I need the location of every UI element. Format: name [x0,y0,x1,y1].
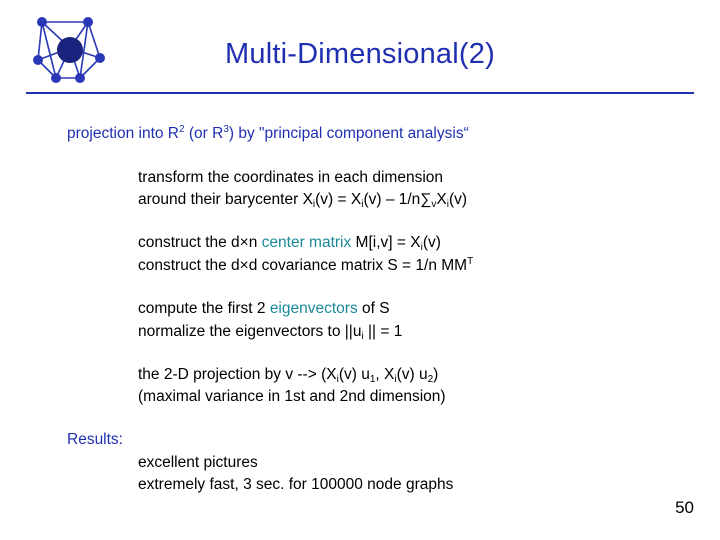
intro-line [67,124,469,143]
highlight-term: eigenvectors [269,300,358,317]
title-divider [26,92,694,94]
text-run: (v) [448,191,468,208]
graph-network-icon [30,10,110,90]
step-line [138,233,441,252]
text-run: (v) [422,234,441,251]
highlight-term: center matrix [261,234,352,251]
results-label: Results: [67,431,123,448]
subscript: i [361,331,364,342]
subscript: i [420,242,423,253]
text-run: compute the first 2 [138,300,270,317]
text-run: construct the d×d covariance matrix S = 1/n MM [138,257,468,274]
subscript: i [336,374,339,385]
step-line [138,322,402,341]
step-line [138,299,390,318]
text-run: of S [357,300,390,317]
text-run: , X [375,366,395,383]
subscript: v [431,199,437,210]
text-run: M[i,v] = X [351,234,421,251]
text-run: around their barycenter X [138,191,313,208]
subscript: 1 [369,374,376,385]
text-run: X [436,191,447,208]
step-line: (maximal variance in 1st and 2nd dimension) [138,388,446,405]
subscript: i [361,199,364,210]
step-line: transform the coordinates in each dimension [138,169,443,186]
text-run: the 2-D projection by v --> (X [138,366,337,383]
superscript: 3 [223,124,229,135]
text-run: (v) – 1/n∑ [363,191,432,208]
result-line: extremely fast, 3 sec. for 100000 node graphs [138,476,454,493]
text-run: ) [433,366,439,383]
text-run: ) by "principal component analysis“ [228,125,469,142]
slide-title: Multi-Dimensional(2) [225,38,495,70]
subscript: 2 [427,374,434,385]
text-run: normalize the eigenvectors to ||u [138,323,362,340]
text-run: projection into R [67,125,180,142]
step-line [138,256,473,275]
text-run: (v) u [338,366,370,383]
step-line [138,190,467,209]
subscript: i [312,199,316,210]
page-number: 50 [675,498,694,517]
superscript: 2 [179,124,185,135]
text-run: construct the d×n [138,234,262,251]
text-run: || = 1 [363,323,403,340]
subscript: i [394,374,397,385]
text-run: (or R [184,125,224,142]
subscript: i [446,199,449,210]
text-run: (v) = X [315,191,362,208]
step-line [138,365,438,384]
superscript: T [467,256,474,267]
text-run: (v) u [396,366,428,383]
result-line: excellent pictures [138,454,258,471]
